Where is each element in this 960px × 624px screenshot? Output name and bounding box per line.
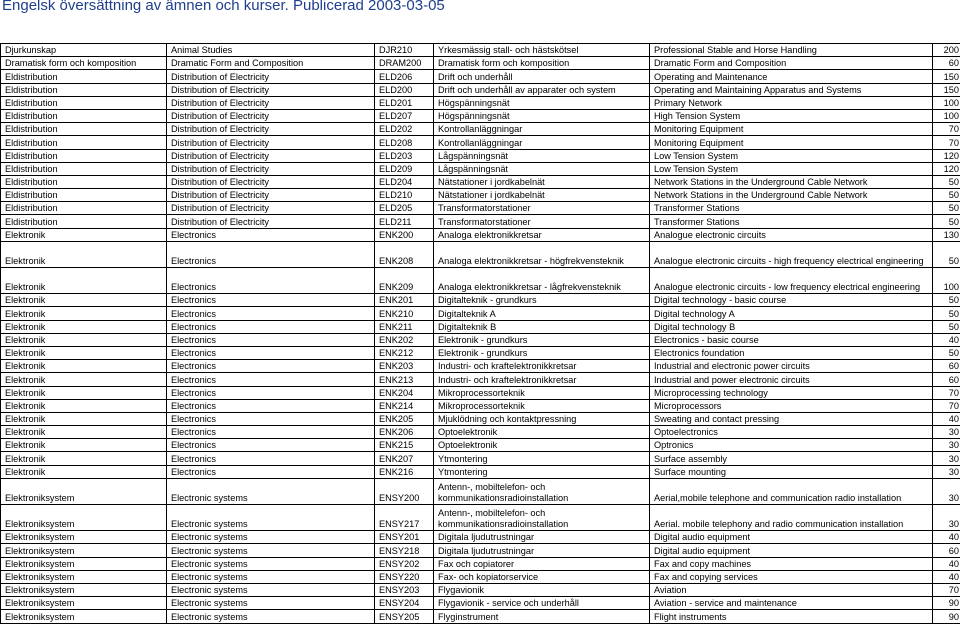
course-code-cell: ENK203: [375, 360, 434, 373]
points-cell: 130: [933, 228, 960, 241]
subject-sv-cell: Elektronik: [1, 320, 167, 333]
course-en-cell: Industrial and electronic power circuits: [650, 360, 933, 373]
subject-sv-cell: Elektronik: [1, 228, 167, 241]
course-en-cell: Network Stations in the Underground Cable Network: [650, 189, 933, 202]
course-sv-cell: Nätstationer i jordkabelnät: [434, 189, 650, 202]
table-row: [1, 70, 960, 83]
table-row: [1, 452, 960, 465]
subject-en-cell: Electronics: [167, 241, 375, 267]
subject-en-cell: Distribution of Electricity: [167, 136, 375, 149]
course-code-cell: ENSY200: [375, 478, 434, 504]
subject-sv-cell: Elektronik: [1, 333, 167, 346]
table-row: [1, 465, 960, 478]
subject-en-cell: Electronics: [167, 439, 375, 452]
course-code-cell: ENSY203: [375, 583, 434, 596]
course-en-cell: Electronics foundation: [650, 346, 933, 359]
course-sv-cell: Antenn-, mobiltelefon- och kommunikationsradioinstallation: [434, 478, 650, 504]
course-sv-cell: Elektronik - grundkurs: [434, 333, 650, 346]
subject-sv-cell: Eldistribution: [1, 123, 167, 136]
subject-sv-cell: Eldistribution: [1, 149, 167, 162]
subject-en-cell: Distribution of Electricity: [167, 83, 375, 96]
course-sv-cell: Transformatorstationer: [434, 202, 650, 215]
table-row: [1, 399, 960, 412]
points-cell: 50: [933, 294, 960, 307]
course-code-cell: ENK204: [375, 386, 434, 399]
course-sv-cell: Digitala ljudutrustningar: [434, 544, 650, 557]
points-cell: 30: [933, 452, 960, 465]
course-code-cell: ENSY218: [375, 544, 434, 557]
subject-sv-cell: Elektronik: [1, 399, 167, 412]
course-code-cell: ELD208: [375, 136, 434, 149]
points-cell: 100: [933, 109, 960, 122]
course-sv-cell: Mikroprocessorteknik: [434, 386, 650, 399]
course-code-cell: ENK200: [375, 228, 434, 241]
course-sv-cell: Högspänningsnät: [434, 96, 650, 109]
points-cell: 70: [933, 123, 960, 136]
subject-sv-cell: Elektronik: [1, 426, 167, 439]
points-cell: 50: [933, 346, 960, 359]
course-en-cell: Surface assembly: [650, 452, 933, 465]
course-sv-cell: Fax- och kopiatorservice: [434, 570, 650, 583]
subject-sv-cell: Elektroniksystem: [1, 597, 167, 610]
subject-en-cell: Electronics: [167, 452, 375, 465]
table-row: [1, 346, 960, 359]
points-cell: 40: [933, 531, 960, 544]
subject-sv-cell: Elektronik: [1, 241, 167, 267]
points-cell: 50: [933, 320, 960, 333]
subject-sv-cell: Elektroniksystem: [1, 478, 167, 504]
course-en-cell: Primary Network: [650, 96, 933, 109]
points-cell: 60: [933, 57, 960, 70]
course-en-cell: Dramatic Form and Composition: [650, 57, 933, 70]
subject-sv-cell: Elektronik: [1, 346, 167, 359]
table-row: [1, 597, 960, 610]
course-en-cell: Operating and Maintenance: [650, 70, 933, 83]
points-cell: 50: [933, 175, 960, 188]
course-sv-cell: Flyginstrument: [434, 610, 650, 623]
course-sv-cell: Digitalteknik A: [434, 307, 650, 320]
course-code-cell: ELD206: [375, 70, 434, 83]
table-row: [1, 241, 960, 267]
course-code-cell: ENK214: [375, 399, 434, 412]
course-en-cell: Digital technology B: [650, 320, 933, 333]
course-en-cell: Digital technology A: [650, 307, 933, 320]
subject-sv-cell: Elektroniksystem: [1, 557, 167, 570]
subject-en-cell: Distribution of Electricity: [167, 70, 375, 83]
subject-en-cell: Electronics: [167, 333, 375, 346]
subject-sv-cell: Eldistribution: [1, 83, 167, 96]
subject-en-cell: Electronic systems: [167, 610, 375, 623]
table-row: [1, 426, 960, 439]
course-sv-cell: Industri- och kraftelektronikkretsar: [434, 373, 650, 386]
table-row: [1, 505, 960, 531]
subject-en-cell: Electronics: [167, 360, 375, 373]
course-code-cell: ENK202: [375, 333, 434, 346]
table-row: [1, 136, 960, 149]
subject-sv-cell: Elektronik: [1, 268, 167, 294]
course-sv-cell: Optoelektronik: [434, 439, 650, 452]
course-code-cell: ENSY201: [375, 531, 434, 544]
course-sv-cell: Digitalteknik - grundkurs: [434, 294, 650, 307]
subject-sv-cell: Eldistribution: [1, 189, 167, 202]
course-sv-cell: Nätstationer i jordkabelnät: [434, 175, 650, 188]
course-code-cell: ENK216: [375, 465, 434, 478]
points-cell: 200: [933, 44, 960, 57]
course-en-cell: Fax and copy machines: [650, 557, 933, 570]
course-en-cell: Surface mounting: [650, 465, 933, 478]
table-row: [1, 228, 960, 241]
course-en-cell: Sweating and contact pressing: [650, 412, 933, 425]
course-en-cell: Aerial,mobile telephone and communication radio installation: [650, 478, 933, 504]
table-row: [1, 373, 960, 386]
course-sv-cell: Dramatisk form och komposition: [434, 57, 650, 70]
subject-en-cell: Distribution of Electricity: [167, 189, 375, 202]
points-cell: 60: [933, 544, 960, 557]
table-row: [1, 215, 960, 228]
course-code-cell: ENSY204: [375, 597, 434, 610]
course-code-cell: ENK212: [375, 346, 434, 359]
table-row: [1, 531, 960, 544]
course-code-cell: ELD202: [375, 123, 434, 136]
points-cell: 30: [933, 439, 960, 452]
table-row: [1, 149, 960, 162]
course-code-cell: ELD200: [375, 83, 434, 96]
points-cell: 40: [933, 570, 960, 583]
course-sv-cell: Elektronik - grundkurs: [434, 346, 650, 359]
table-row: [1, 544, 960, 557]
subject-en-cell: Electronics: [167, 320, 375, 333]
course-code-cell: ENK207: [375, 452, 434, 465]
table-row: [1, 83, 960, 96]
subject-sv-cell: Elektroniksystem: [1, 610, 167, 623]
points-cell: 30: [933, 478, 960, 504]
course-en-cell: Electronics - basic course: [650, 333, 933, 346]
points-cell: 60: [933, 360, 960, 373]
subject-sv-cell: Elektronik: [1, 373, 167, 386]
course-code-cell: ENK211: [375, 320, 434, 333]
table-row: [1, 123, 960, 136]
subject-sv-cell: Elektronik: [1, 307, 167, 320]
subject-en-cell: Electronic systems: [167, 557, 375, 570]
course-code-cell: ENK213: [375, 373, 434, 386]
course-en-cell: Operating and Maintaining Apparatus and Systems: [650, 83, 933, 96]
course-en-cell: Low Tension System: [650, 162, 933, 175]
points-cell: 100: [933, 268, 960, 294]
subject-en-cell: Distribution of Electricity: [167, 123, 375, 136]
course-en-cell: Optoelectronics: [650, 426, 933, 439]
subject-sv-cell: Elektronik: [1, 452, 167, 465]
course-sv-cell: Analoga elektronikkretsar - lågfrekvensteknik: [434, 268, 650, 294]
course-code-cell: DRAM200: [375, 57, 434, 70]
subject-en-cell: Electronic systems: [167, 597, 375, 610]
table-row: [1, 412, 960, 425]
course-en-cell: Microprocessors: [650, 399, 933, 412]
course-sv-cell: Drift och underhåll av apparater och system: [434, 83, 650, 96]
subject-en-cell: Electronics: [167, 399, 375, 412]
points-cell: 50: [933, 241, 960, 267]
points-cell: 90: [933, 597, 960, 610]
course-sv-cell: Drift och underhåll: [434, 70, 650, 83]
subject-sv-cell: Eldistribution: [1, 109, 167, 122]
subject-en-cell: Electronics: [167, 386, 375, 399]
table-row: [1, 439, 960, 452]
course-en-cell: Digital technology - basic course: [650, 294, 933, 307]
course-en-cell: Transformer Stations: [650, 202, 933, 215]
points-cell: 90: [933, 610, 960, 623]
points-cell: 40: [933, 333, 960, 346]
points-cell: 30: [933, 426, 960, 439]
subject-sv-cell: Eldistribution: [1, 202, 167, 215]
course-code-cell: ENK201: [375, 294, 434, 307]
table-row: [1, 610, 960, 623]
subject-sv-cell: Elektroniksystem: [1, 531, 167, 544]
table-row: [1, 44, 960, 57]
points-cell: 50: [933, 202, 960, 215]
subject-en-cell: Animal Studies: [167, 44, 375, 57]
course-sv-cell: Flygavionik - service och underhåll: [434, 597, 650, 610]
subject-sv-cell: Elektronik: [1, 439, 167, 452]
table-row: [1, 583, 960, 596]
table-row: [1, 109, 960, 122]
subject-en-cell: Electronic systems: [167, 544, 375, 557]
table-row: [1, 268, 960, 294]
table-row: [1, 96, 960, 109]
course-code-cell: ENK210: [375, 307, 434, 320]
points-cell: 50: [933, 307, 960, 320]
subject-sv-cell: Eldistribution: [1, 136, 167, 149]
subject-sv-cell: Elektronik: [1, 360, 167, 373]
course-code-cell: ENK209: [375, 268, 434, 294]
course-sv-cell: Digitalteknik B: [434, 320, 650, 333]
subject-sv-cell: Elektronik: [1, 386, 167, 399]
course-code-cell: ELD210: [375, 189, 434, 202]
table-row: [1, 557, 960, 570]
points-cell: 120: [933, 149, 960, 162]
subject-en-cell: Electronics: [167, 465, 375, 478]
points-cell: 40: [933, 412, 960, 425]
course-en-cell: Professional Stable and Horse Handling: [650, 44, 933, 57]
points-cell: 100: [933, 96, 960, 109]
subject-en-cell: Distribution of Electricity: [167, 175, 375, 188]
course-sv-cell: Industri- och kraftelektronikkretsar: [434, 360, 650, 373]
course-en-cell: Aerial. mobile telephony and radio communication installation: [650, 505, 933, 531]
points-cell: 70: [933, 399, 960, 412]
course-code-cell: ENK206: [375, 426, 434, 439]
course-code-cell: ELD211: [375, 215, 434, 228]
subject-en-cell: Electronic systems: [167, 570, 375, 583]
subject-en-cell: Distribution of Electricity: [167, 149, 375, 162]
course-en-cell: Flight instruments: [650, 610, 933, 623]
subject-en-cell: Distribution of Electricity: [167, 109, 375, 122]
course-sv-cell: Kontrollanläggningar: [434, 136, 650, 149]
table-row: [1, 320, 960, 333]
course-sv-cell: Lågspänningsnät: [434, 149, 650, 162]
subject-en-cell: Dramatic Form and Composition: [167, 57, 375, 70]
course-sv-cell: Ytmontering: [434, 452, 650, 465]
subject-en-cell: Electronic systems: [167, 478, 375, 504]
course-en-cell: Analogue electronic circuits - high frequency electrical engineering: [650, 241, 933, 267]
course-en-cell: Aviation - service and maintenance: [650, 597, 933, 610]
subject-en-cell: Electronics: [167, 228, 375, 241]
course-code-cell: ELD203: [375, 149, 434, 162]
course-en-cell: High Tension System: [650, 109, 933, 122]
points-cell: 50: [933, 215, 960, 228]
course-code-cell: ELD205: [375, 202, 434, 215]
course-en-cell: Monitoring Equipment: [650, 136, 933, 149]
course-code-cell: ELD207: [375, 109, 434, 122]
subject-sv-cell: Elektroniksystem: [1, 570, 167, 583]
course-sv-cell: Ytmontering: [434, 465, 650, 478]
course-en-cell: Fax and copying services: [650, 570, 933, 583]
course-code-cell: ENK205: [375, 412, 434, 425]
subject-sv-cell: Elektronik: [1, 465, 167, 478]
subject-sv-cell: Elektroniksystem: [1, 583, 167, 596]
points-cell: 70: [933, 583, 960, 596]
points-cell: 30: [933, 465, 960, 478]
course-sv-cell: Transformatorstationer: [434, 215, 650, 228]
course-en-cell: Aviation: [650, 583, 933, 596]
subject-sv-cell: Elektroniksystem: [1, 544, 167, 557]
table-row: [1, 360, 960, 373]
course-code-cell: ELD209: [375, 162, 434, 175]
course-sv-cell: Högspänningsnät: [434, 109, 650, 122]
table-row: [1, 189, 960, 202]
course-sv-cell: Mjuklödning och kontaktpressning: [434, 412, 650, 425]
course-en-cell: Analogue electronic circuits: [650, 228, 933, 241]
subject-sv-cell: Elektronik: [1, 412, 167, 425]
course-code-cell: ELD204: [375, 175, 434, 188]
course-en-cell: Digital audio equipment: [650, 531, 933, 544]
subject-sv-cell: Djurkunskap: [1, 44, 167, 57]
course-sv-cell: Analoga elektronikkretsar - högfrekvensteknik: [434, 241, 650, 267]
points-cell: 40: [933, 557, 960, 570]
document-title: Engelsk översättning av ämnen och kurser. Publicerad 2003-03-05: [2, 0, 445, 14]
points-cell: 120: [933, 162, 960, 175]
table-row: [1, 202, 960, 215]
course-en-cell: Monitoring Equipment: [650, 123, 933, 136]
course-code-cell: DJR210: [375, 44, 434, 57]
table-row: [1, 294, 960, 307]
course-sv-cell: Flygavionik: [434, 583, 650, 596]
subject-sv-cell: Dramatisk form och komposition: [1, 57, 167, 70]
subject-en-cell: Electronics: [167, 412, 375, 425]
table-row: [1, 570, 960, 583]
table-row: [1, 307, 960, 320]
subject-sv-cell: Eldistribution: [1, 175, 167, 188]
subject-en-cell: Electronics: [167, 307, 375, 320]
course-code-cell: ENK215: [375, 439, 434, 452]
subject-en-cell: Electronic systems: [167, 583, 375, 596]
course-sv-cell: Mikroprocessorteknik: [434, 399, 650, 412]
course-code-cell: ENSY202: [375, 557, 434, 570]
course-sv-cell: Kontrollanläggningar: [434, 123, 650, 136]
subject-en-cell: Distribution of Electricity: [167, 215, 375, 228]
course-sv-cell: Lågspänningsnät: [434, 162, 650, 175]
course-en-cell: Microprocessing technology: [650, 386, 933, 399]
subject-en-cell: Electronics: [167, 294, 375, 307]
subject-sv-cell: Eldistribution: [1, 162, 167, 175]
course-code-cell: ENK208: [375, 241, 434, 267]
subject-en-cell: Electronic systems: [167, 531, 375, 544]
course-en-cell: Optronics: [650, 439, 933, 452]
subject-sv-cell: Eldistribution: [1, 70, 167, 83]
table-row: [1, 175, 960, 188]
subject-sv-cell: Eldistribution: [1, 96, 167, 109]
subject-en-cell: Distribution of Electricity: [167, 202, 375, 215]
course-sv-cell: Yrkesmässig stall- och hästskötsel: [434, 44, 650, 57]
points-cell: 150: [933, 83, 960, 96]
subject-en-cell: Electronics: [167, 373, 375, 386]
subject-sv-cell: Eldistribution: [1, 215, 167, 228]
table-row: [1, 162, 960, 175]
subject-en-cell: Electronics: [167, 346, 375, 359]
course-sv-cell: Fax och copiatorer: [434, 557, 650, 570]
table-row: [1, 57, 960, 70]
course-code-cell: ENSY217: [375, 505, 434, 531]
course-table: [0, 43, 960, 624]
table-row: [1, 478, 960, 504]
course-en-cell: Industrial and power electronic circuits: [650, 373, 933, 386]
subject-en-cell: Electronics: [167, 268, 375, 294]
course-sv-cell: Digitala ljudutrustningar: [434, 531, 650, 544]
course-en-cell: Digital audio equipment: [650, 544, 933, 557]
course-en-cell: Analogue electronic circuits - low frequency electrical engineering: [650, 268, 933, 294]
course-sv-cell: Antenn-, mobiltelefon- och kommunikationsradioinstallation: [434, 505, 650, 531]
table-row: [1, 333, 960, 346]
course-sv-cell: Optoelektronik: [434, 426, 650, 439]
points-cell: 50: [933, 189, 960, 202]
table-row: [1, 386, 960, 399]
course-table-body: [1, 44, 960, 624]
course-code-cell: ENSY220: [375, 570, 434, 583]
points-cell: 150: [933, 70, 960, 83]
points-cell: 30: [933, 505, 960, 531]
course-en-cell: Low Tension System: [650, 149, 933, 162]
course-code-cell: ENSY205: [375, 610, 434, 623]
course-sv-cell: Analoga elektronikkretsar: [434, 228, 650, 241]
subject-en-cell: Distribution of Electricity: [167, 162, 375, 175]
subject-sv-cell: Elektronik: [1, 294, 167, 307]
course-code-cell: ELD201: [375, 96, 434, 109]
course-en-cell: Transformer Stations: [650, 215, 933, 228]
subject-en-cell: Electronics: [167, 426, 375, 439]
course-en-cell: Network Stations in the Underground Cable Network: [650, 175, 933, 188]
subject-en-cell: Electronic systems: [167, 505, 375, 531]
subject-en-cell: Distribution of Electricity: [167, 96, 375, 109]
subject-sv-cell: Elektroniksystem: [1, 505, 167, 531]
points-cell: 70: [933, 386, 960, 399]
points-cell: 70: [933, 136, 960, 149]
points-cell: 60: [933, 373, 960, 386]
